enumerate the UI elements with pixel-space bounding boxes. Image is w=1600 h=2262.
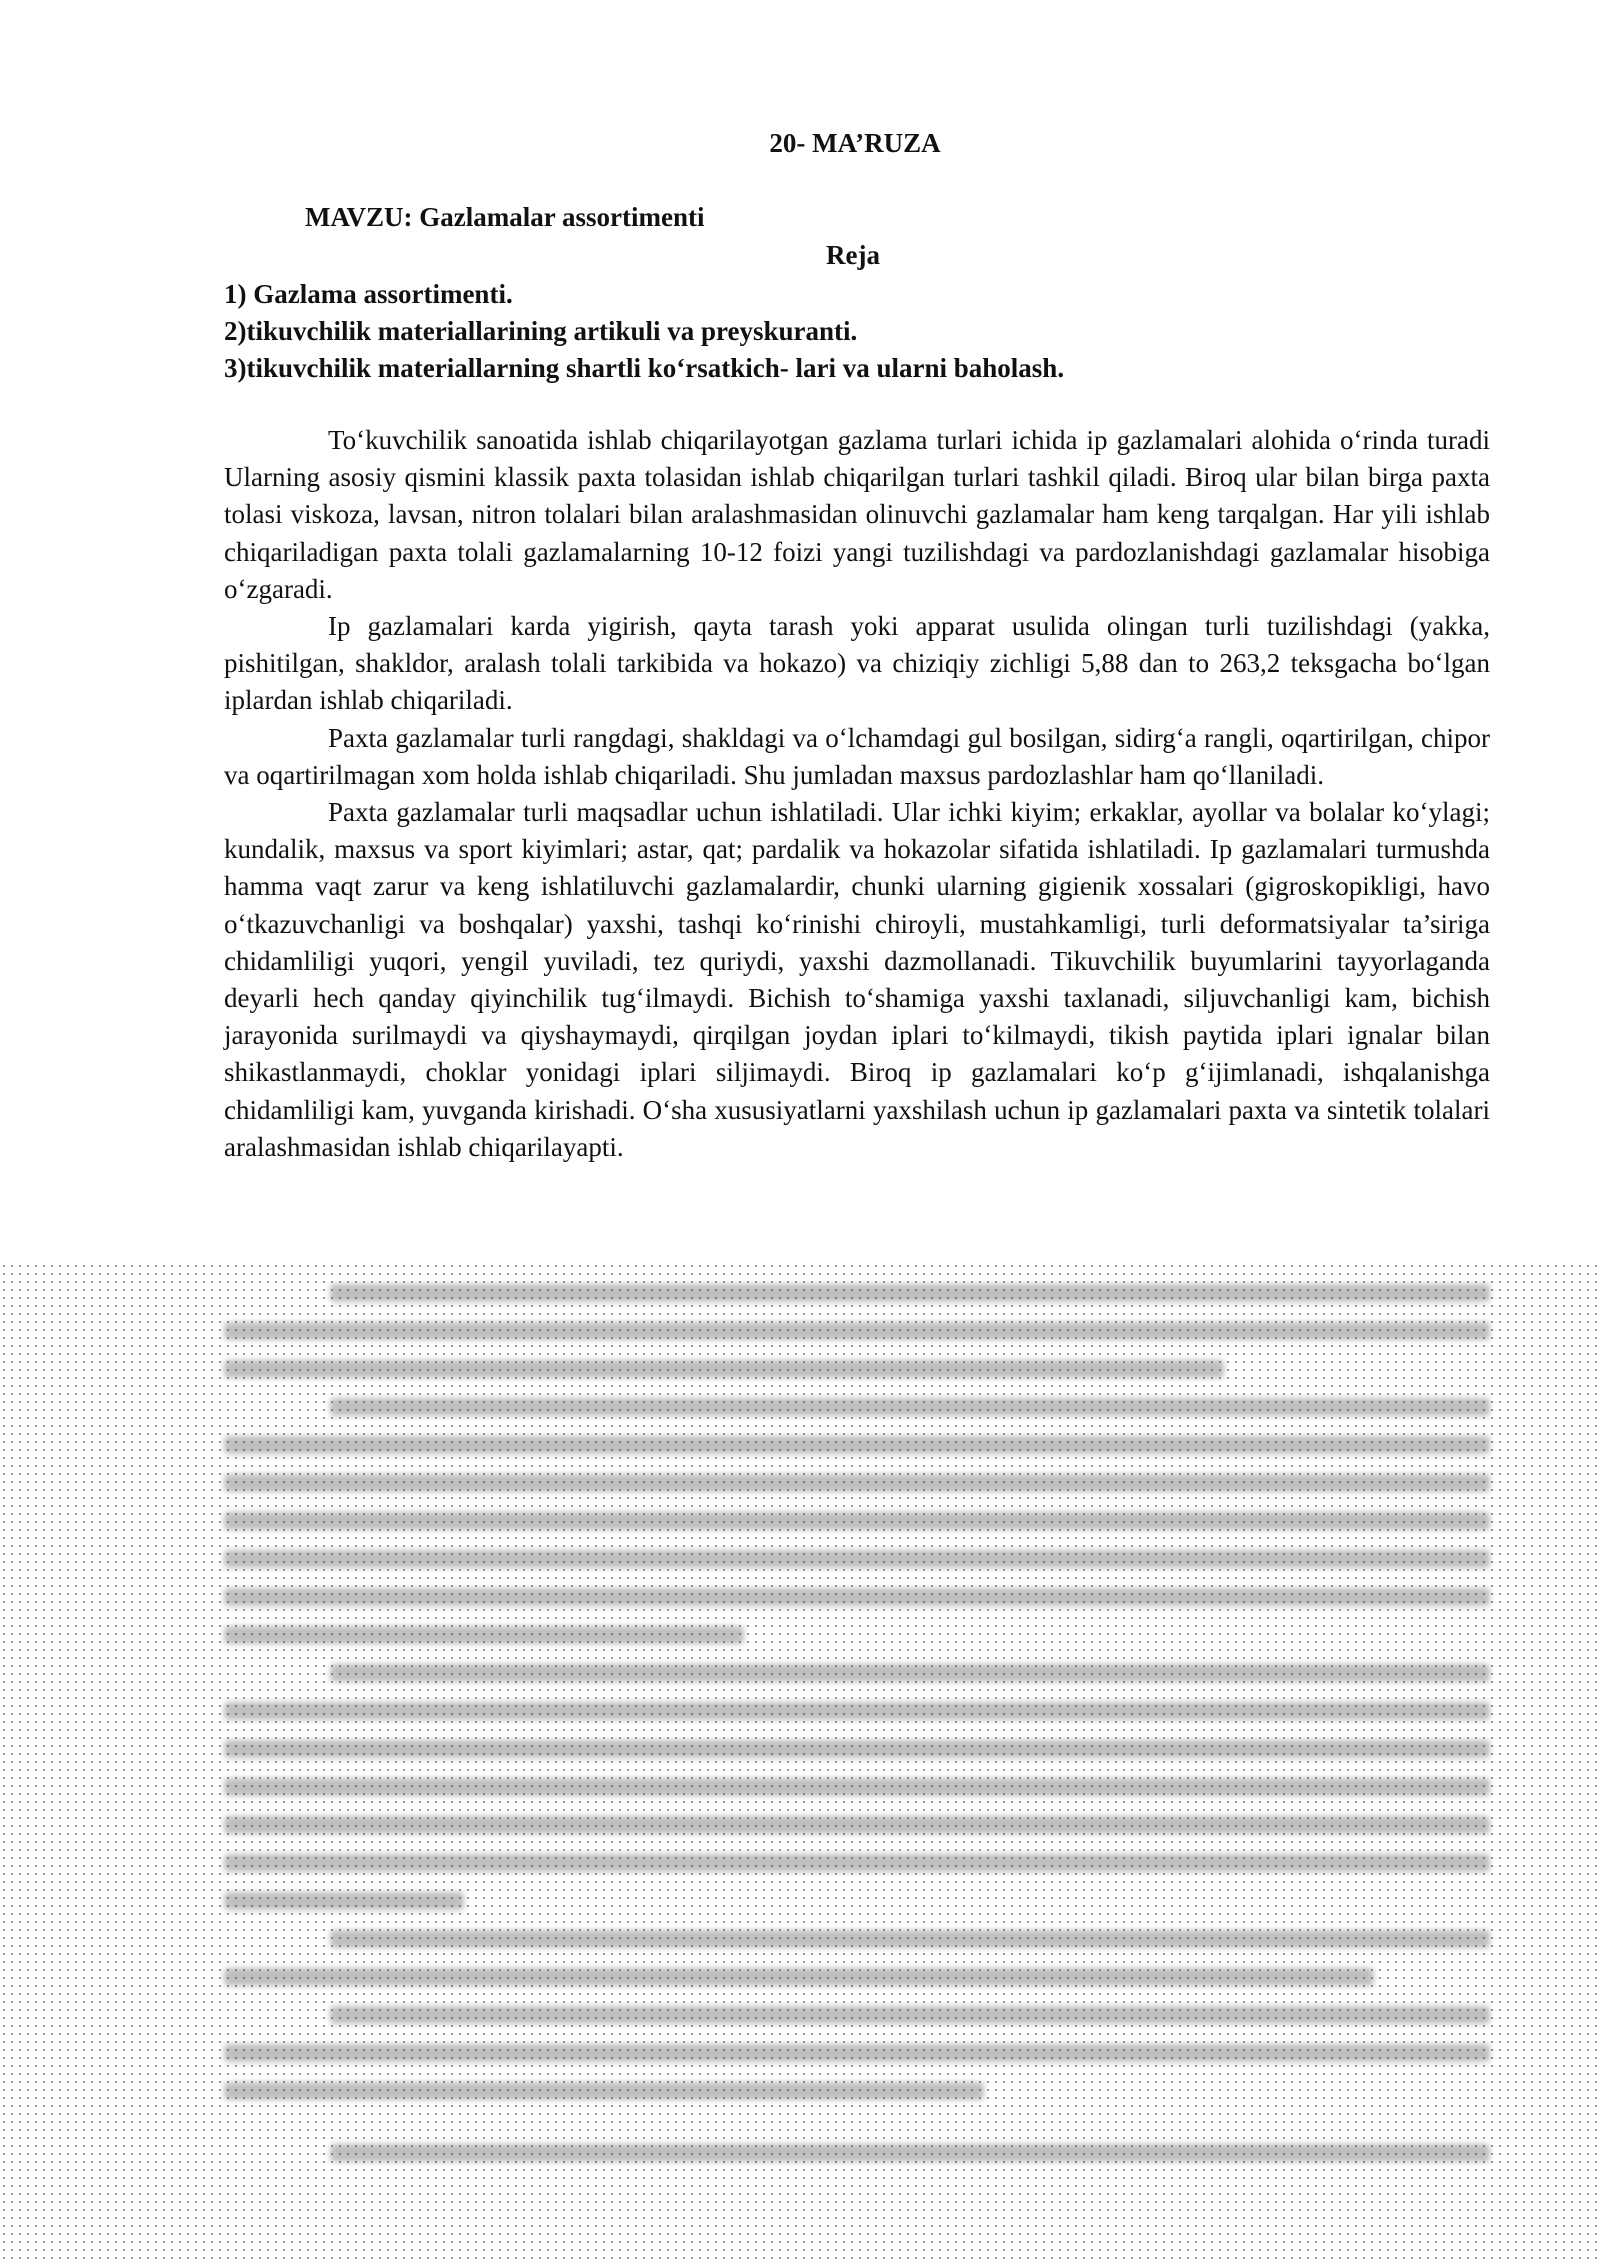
paragraph: Paxta gazlamalar turli maqsadlar uchun ishlatiladi. Ular ichki kiyim; erkaklar, ayollar va bolalar ko‘ylagi; kundalik, maxsus va sport kiyimlari; astar, qat; pardalik va hokazolar sifatida ishlatiladi. Ip gazlamalari turmushda hamma vaqt zarur va keng ishlatiluvchi gazlamalardir, chunki ularning gigienik xossalari (gigroskopikligi, havo o‘tkazuvchanligi va boshqalar) yaxshi, tashqi ko‘rinishi chiroyli, mustahkamligi, turli deformatsiyalar ta’siriga chidamliligi yuqori, yengil yuviladi, tez quriydi, yaxshi dazmollanadi. Tikuvchilik buyumlarini tayyorlaganda deyarli hech qanday qiyinchilik tug‘ilmaydi. Bichish to‘shamiga yaxshi taxlanadi, siljuvchanligi kam, bichish jarayonida surilmaydi va qiyshaymaydi, qirqilgan joydan iplari to‘kilmaydi, tikish paytida iplari ignalar bilan shikastlanmaydi, choklar yonidagi iplari siljimaydi. Biroq ip gazlamalari ko‘p g‘ijimlanadi, ishqalanishga chidamliligi kam, yuvganda kirishadi. O‘sha xususiyatlarni yaxshilash uchun ip gazlamalari paxta va sintetik tolalari aralashmasidan ishlab chiqarilayapti.	[224, 797, 1490, 1162]
plan-list	[224, 276, 1064, 387]
plan-item: 1) Gazlama assortimenti.	[224, 279, 513, 309]
obscured-text-placeholder	[0, 1264, 1600, 2262]
plan-item: 3)tikuvchilik materiallarning shartli ko‘rsatkich- lari va ularni baholash.	[224, 353, 1065, 383]
paragraph: Ip gazlamalari karda yigirish, qayta tarash yoki apparat usulida olingan turli tuzilishdagi (yakka, pishitilgan, shakldor, aralash tolali tarkibida va hokazo) va chiziqiy zichligi 5,88 dan to 263,2 teksgacha bo‘lgan iplardan ishlab chiqariladi.	[224, 611, 1490, 716]
topic-heading: MAVZU: Gazlamalar assortimenti	[305, 202, 705, 232]
obscured-region	[0, 1264, 1600, 2262]
paragraph: To‘kuvchilik sanoatida ishlab chiqarilayotgan gazlama turlari ichida ip gazlamalari alohida o‘rinda turadi Ularning asosiy qismini klassik paxta tolasidan ishlab chiqarilgan turlari tashkil qiladi. Biroq ular bilan birga paxta tolasi viskoza, lavsan, nitron tolalari bilan aralashmasidan olinuvchi gazlamalar ham keng tarqalgan. Har yili ishlab chiqariladigan paxta tolali gazlamalarning 10-12 foizi yangi tuzilishdagi va pardozlanishdagi gazlamalar hisobiga o‘zgaradi.	[224, 425, 1490, 604]
plan-heading: Reja	[826, 240, 880, 270]
page-title: 20- MA’RUZA	[769, 128, 941, 158]
plan-item: 2)tikuvchilik materiallarining artikuli va preyskuranti.	[224, 316, 858, 346]
body-text	[224, 422, 1490, 1166]
paragraph: Paxta gazlamalar turli rangdagi, shakldagi va o‘lchamdagi gul bosilgan, sidirg‘a rangli, oqartirilgan, chipor va oqartirilmagan xom holda ishlab chiqariladi. Shu jumladan maxsus pardozlashlar ham qo‘llaniladi.	[224, 722, 1490, 790]
